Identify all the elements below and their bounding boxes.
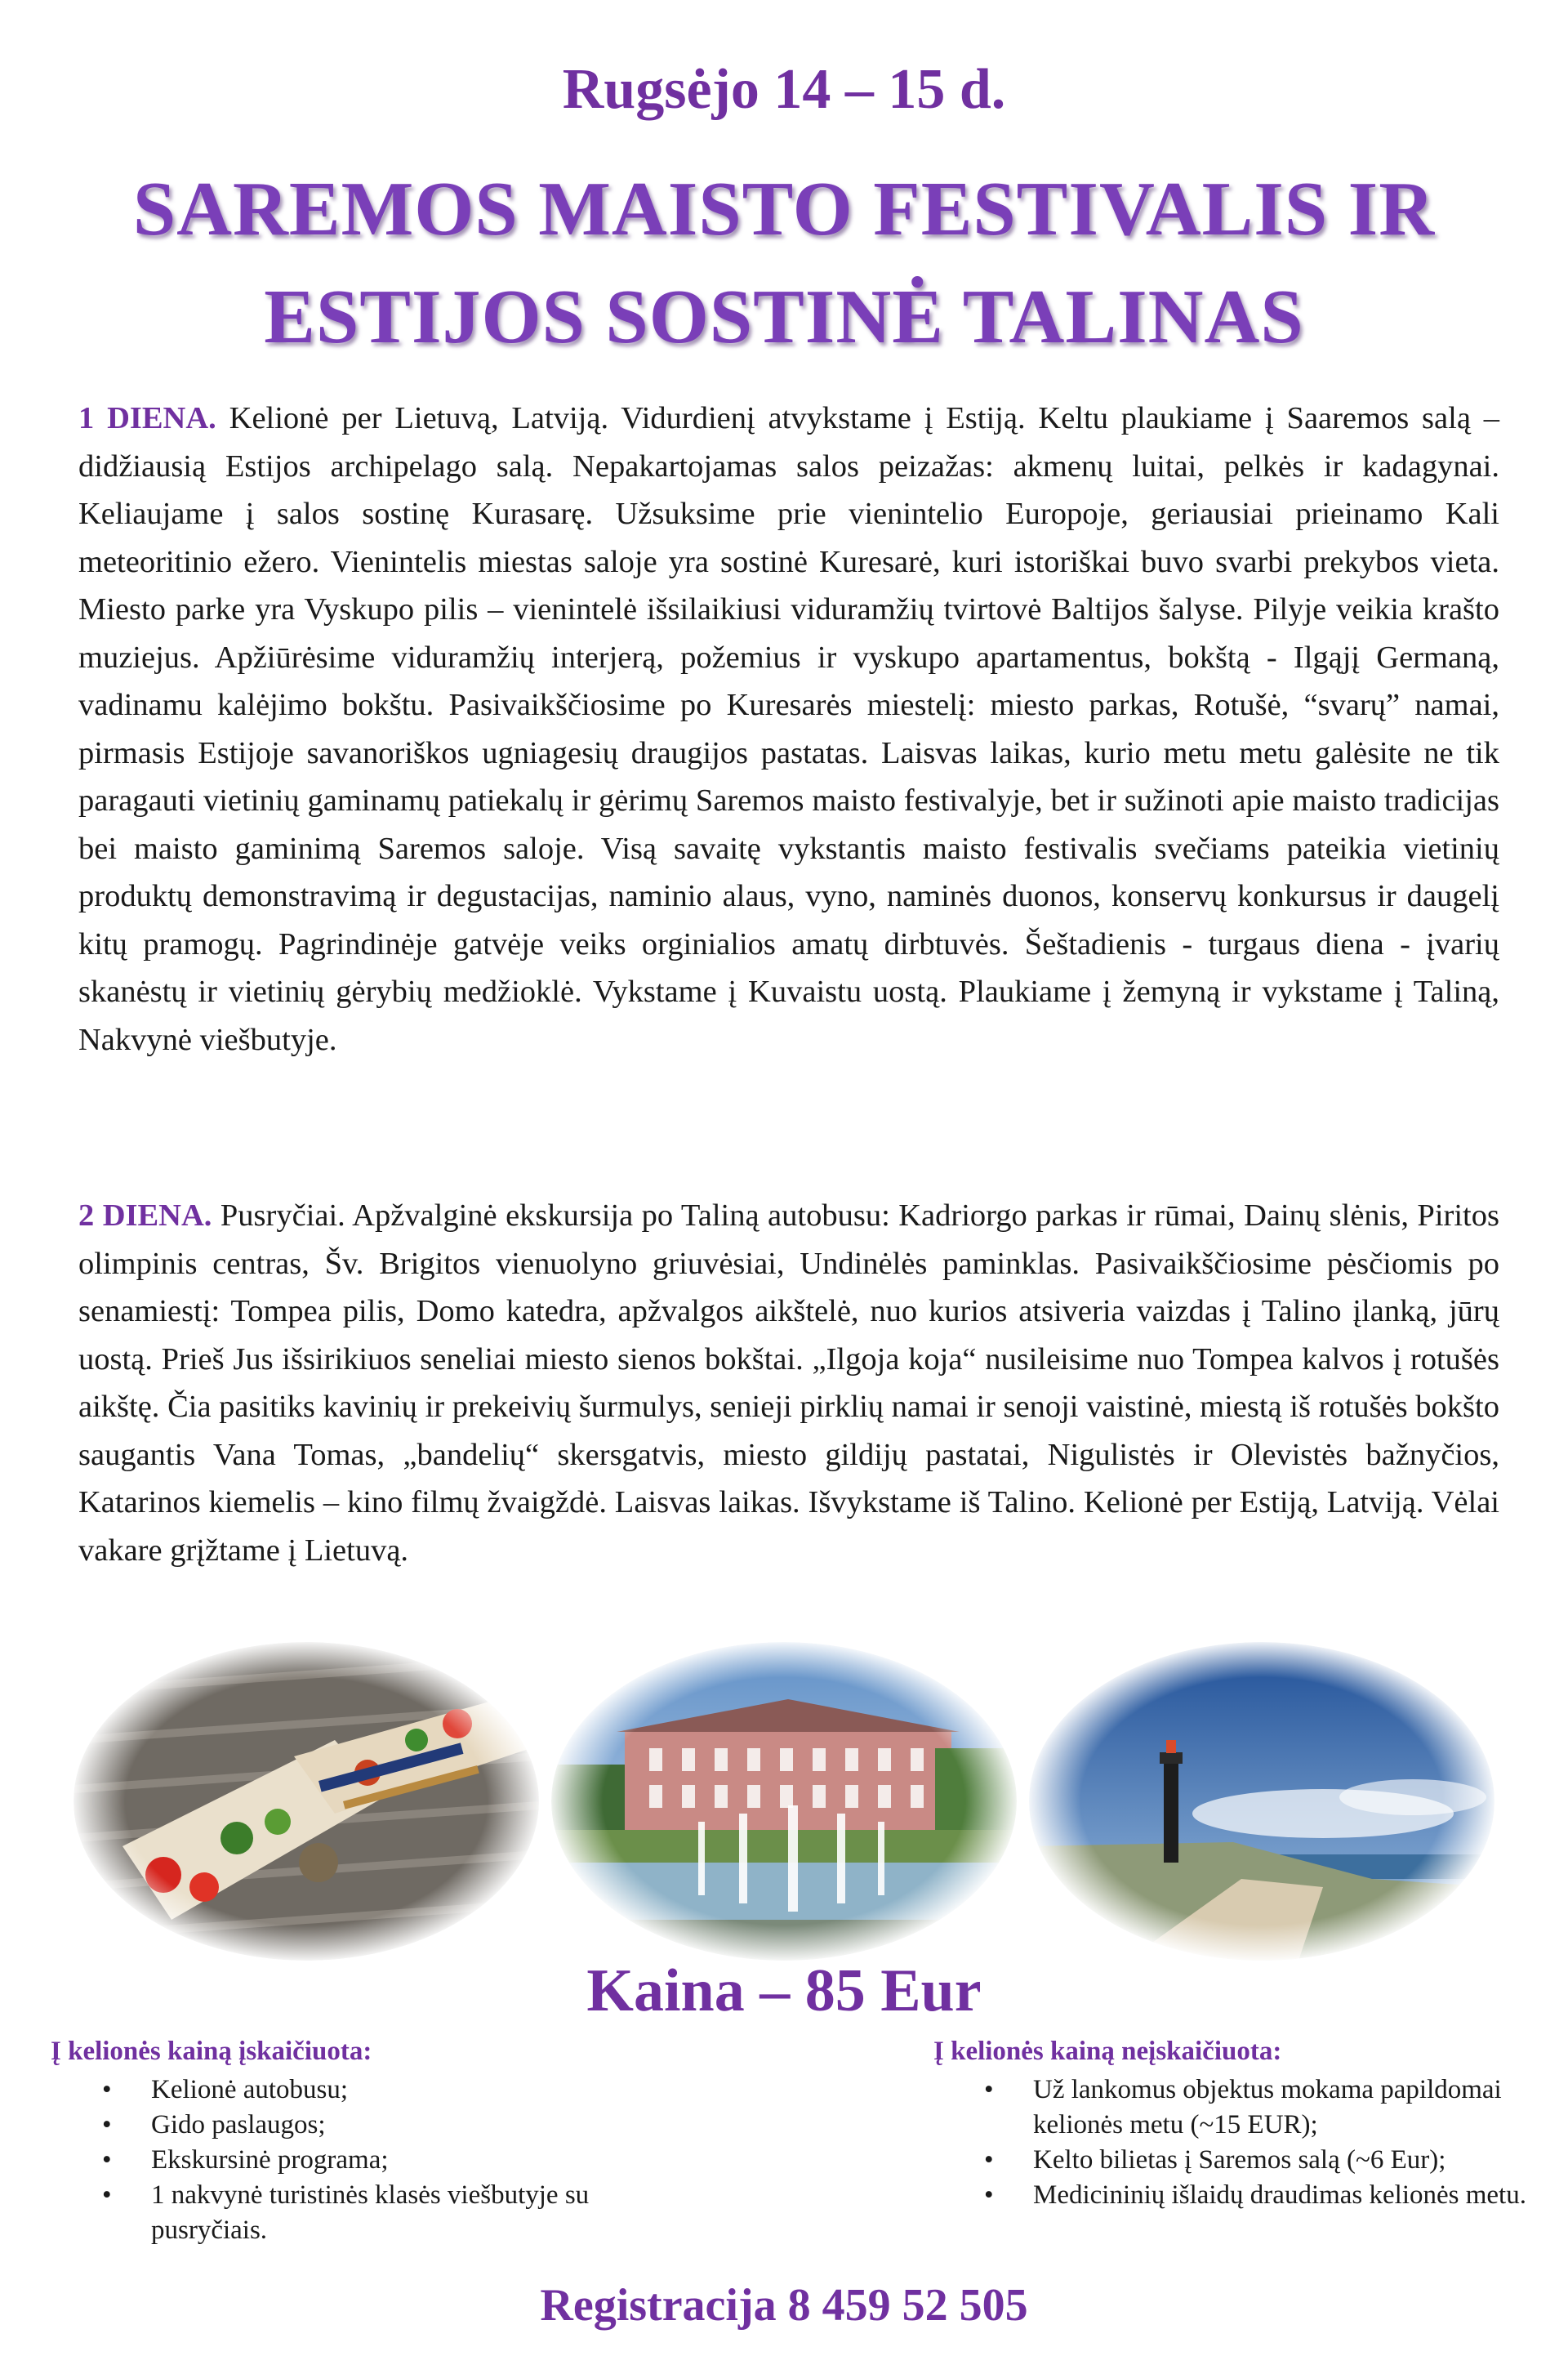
bullet-icon: • bbox=[984, 2145, 994, 2175]
day2-text: Pusryčiai. Apžvalginė ekskursija po Taliną autobusu: Kadriorgo parkas ir rūmai, Dainų slėnis, Piritos olimpinis centras, Šv. Brigitos vienuolyno griuvėsiai, Undinėlės paminklas. Pasivaikščiosime pėsčiomis po senamiestį: Tompea pilis, Domo katedra, apžvalgos aikštelė, nuo kurios atsiveria vaizdas į Talino įlanką, jūrų uostą. Prieš Jus išsirikiuos seneliai miesto sienos bokštai. „Ilgoja koja“ nusileisime nuo Tompea kalvos į rotušės aikštę. Čia pasitiks kavinių ir prekeivių šurmulys, senieji pirklių namai ir senoji vaistinė, miestą iš rotušės bokšto saugantis Vana Tomas, „bandelių“ skersgatvis, miesto gildijų pastatai, Nigulistės ir Olevistės bažnyčios, Katarinos kiemelis – kino filmų žvaigždė. Laisvas laikas. Išvykstame iš Talino. Kelionė per Estiją, Latviją. Vėlai vakare grįžtame į Lietuvą. bbox=[78, 1198, 1499, 1568]
day1-paragraph bbox=[78, 395, 1499, 1064]
list-item: • Už lankomus objektus mokama papildomai kelionės metu (~15 EUR); bbox=[984, 2073, 1539, 2143]
photo-strip bbox=[0, 1642, 1568, 1969]
list-item: • Medicininių išlaidų draudimas kelionės metu. bbox=[984, 2178, 1539, 2213]
food-photo bbox=[74, 1642, 539, 1961]
registration-phone: Registracija 8 459 52 505 bbox=[540, 2280, 1028, 2331]
list-item: • 1 nakvynė turistinės klasės viešbutyje su pusryčiais. bbox=[102, 2178, 674, 2248]
bullet-icon: • bbox=[102, 2110, 112, 2140]
bullet-icon: • bbox=[102, 2075, 112, 2104]
price-heading: Kaina – 85 Eur bbox=[586, 1957, 982, 2024]
list-item: • Gido paslaugos; bbox=[102, 2108, 674, 2143]
not-included-heading: Į kelionės kainą neįskaičiuota: bbox=[933, 2037, 1282, 2066]
list-item: • Kelto bilietas į Saremos salą (~6 Eur); bbox=[984, 2143, 1539, 2178]
bullet-icon: • bbox=[102, 2180, 112, 2210]
not-included-list bbox=[984, 2073, 1539, 2213]
bullet-icon: • bbox=[984, 2180, 994, 2210]
day2-label: 2 DIENA. bbox=[78, 1198, 212, 1233]
title-line-1: SAREMOS MAISTO FESTIVALIS IR bbox=[132, 167, 1436, 252]
bullet-icon: • bbox=[984, 2075, 994, 2104]
date-heading: Rugsėjo 14 – 15 d. bbox=[562, 58, 1006, 121]
lighthouse-photo bbox=[1029, 1642, 1494, 1961]
page-title bbox=[0, 155, 1568, 371]
list-item: • Ekskursinė programa; bbox=[102, 2143, 674, 2178]
palace-photo bbox=[551, 1642, 1017, 1961]
list-item: • Kelionė autobusu; bbox=[102, 2073, 674, 2108]
day1-label: 1 DIENA. bbox=[78, 401, 216, 435]
day2-paragraph bbox=[78, 1192, 1499, 1574]
bullet-icon: • bbox=[102, 2145, 112, 2175]
title-line-2: ESTIJOS SOSTINĖ TALINAS bbox=[264, 274, 1304, 359]
included-list bbox=[102, 2073, 674, 2248]
day1-text: Kelionė per Lietuvą, Latviją. Vidurdienį atvykstame į Estiją. Keltu plaukiame į Saaremos salą – didžiausią Estijos archipelago salą. Nepakartojamas salos peizažas: akmenų luitai, pelkės ir kadagynai. Keliaujame į salos sostinę Kurasarę. Užsuksime prie vienintelio Europoje, geriausiai prieinamo Kali meteoritinio ežero. Vienintelis miestas saloje yra sostinė Kuresarė, kuri istoriškai buvo svarbi prekybos vieta. Miesto parke yra Vyskupo pilis – vienintelė išsilaikiusi viduramžių tvirtovė Baltijos šalyse. Pilyje veikia krašto muziejus. Apžiūrėsime viduramžių interjerą, požemius ir vyskupo apartamentus, bokštą - Ilgąjį Germaną, vadinamu kalėjimo bokštu. Pasivaikščiosime po Kuresarės miestelį: miesto parkas, Rotušė, “svarų” namai, pirmasis Estijoje savanoriškos ugniagesių draugijos pastatas. Laisvas laikas, kurio metu metu galėsite ne tik paragauti vietinių gaminamų patiekalų ir gėrimų Saremos maisto festivalyje, bet ir sužinoti apie maisto tradicijas bei maisto gaminimą Saremos saloje. Visą savaitę vykstantis maisto festivalis svečiams pateikia vietinių produktų demonstravimą ir degustacijas, naminio alaus, vyno, naminės duonos, konservų konkursus ir daugelį kitų pramogų. Pagrindinėje gatvėje veiks orginialios amatų dirbtuvės. Šeštadienis - turgaus diena - įvarių skanėstų ir vietinių gėrybių medžioklė. Vykstame į Kuvaistu uostą. Plaukiame į žemyną ir vykstame į Taliną, Nakvynė viešbutyje. bbox=[78, 401, 1499, 1057]
included-heading: Į kelionės kainą įskaičiuota: bbox=[51, 2037, 372, 2066]
